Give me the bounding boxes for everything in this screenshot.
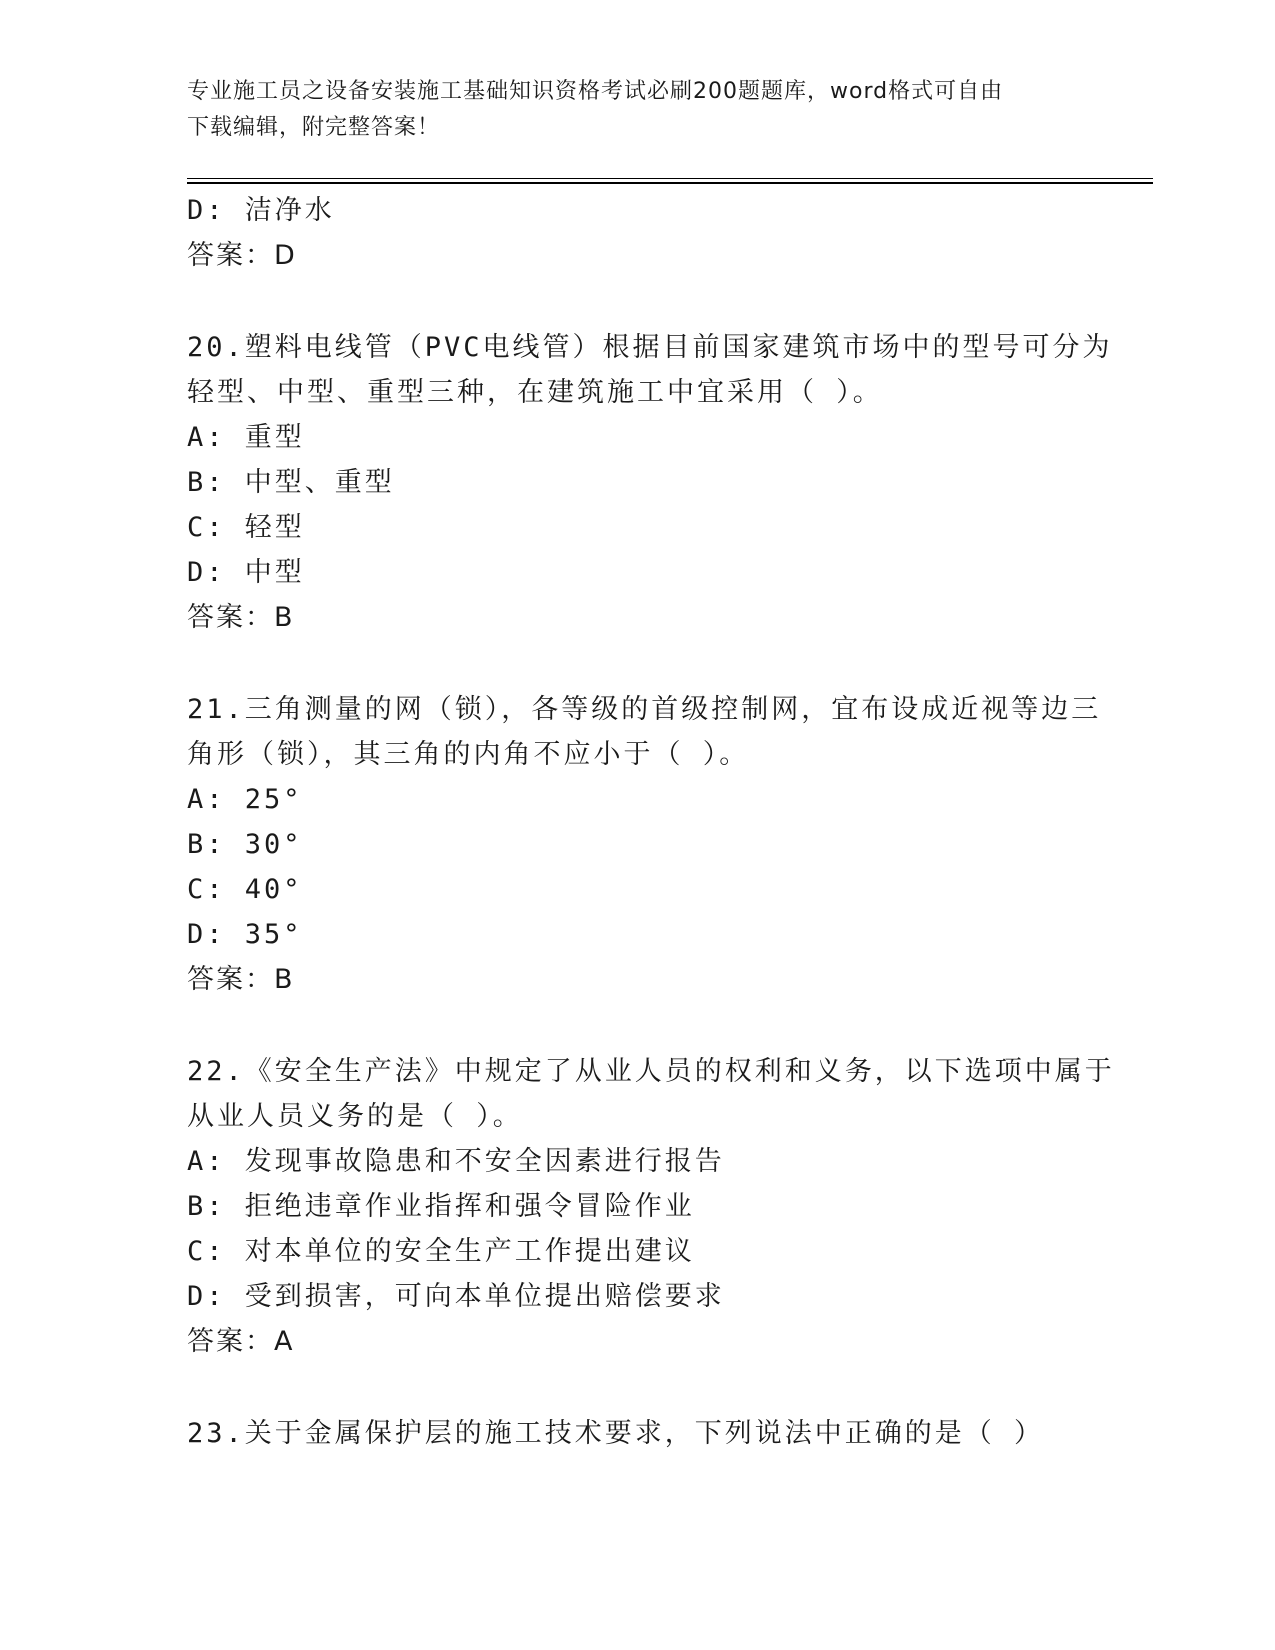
question-stem-line-2: 轻型、中型、重型三种，在建筑施工中宜采用（ ）。 bbox=[187, 377, 883, 408]
option-d: D: 中型 bbox=[187, 557, 305, 588]
question-20 bbox=[187, 325, 1113, 640]
answer: 答案：B bbox=[187, 964, 295, 995]
option-c: C: 40° bbox=[187, 874, 303, 905]
question-stem-line-1: 22.《安全生产法》中规定了从业人员的权利和义务，以下选项中属于 bbox=[187, 1056, 1115, 1087]
option-a: A: 25° bbox=[187, 784, 303, 815]
answer: 答案：B bbox=[187, 602, 295, 633]
option-a: A: 发现事故隐患和不安全因素进行报告 bbox=[187, 1146, 725, 1177]
question-21 bbox=[187, 687, 1102, 1002]
option-d: D: 洁净水 bbox=[187, 195, 335, 226]
header-line-1: 专业施工员之设备安装施工基础知识资格考试必刷200题题库，word格式可自由 bbox=[187, 79, 1004, 104]
option-d: D: 受到损害，可向本单位提出赔偿要求 bbox=[187, 1281, 725, 1312]
question-stem-line-1: 21.三角测量的网（锁），各等级的首级控制网，宜布设成近视等边三 bbox=[187, 694, 1102, 725]
option-a: A: 重型 bbox=[187, 422, 305, 453]
question-stem-line-2: 从业人员义务的是（ ）。 bbox=[187, 1101, 523, 1132]
option-b: B: 拒绝违章作业指挥和强令冒险作业 bbox=[187, 1191, 695, 1222]
option-d: D: 35° bbox=[187, 919, 303, 950]
question-stem-line-2: 角形（锁），其三角的内角不应小于（ ）。 bbox=[187, 739, 750, 770]
page-header bbox=[187, 74, 1087, 146]
option-b: B: 30° bbox=[187, 829, 303, 860]
question-23 bbox=[187, 1411, 1087, 1456]
header-rule-thin bbox=[187, 178, 1153, 179]
answer: 答案：D bbox=[187, 240, 297, 271]
option-b: B: 中型、重型 bbox=[187, 467, 395, 498]
option-c: C: 轻型 bbox=[187, 512, 305, 543]
question-stem-line-1: 23.关于金属保护层的施工技术要求，下列说法中正确的是（ ） bbox=[187, 1418, 1045, 1449]
document-body bbox=[187, 188, 1115, 1456]
header-line-2: 下载编辑，附完整答案！ bbox=[187, 115, 441, 140]
previous-question-tail bbox=[187, 188, 1087, 278]
question-22 bbox=[187, 1049, 1115, 1364]
answer: 答案：A bbox=[187, 1326, 295, 1357]
header-rule-thick bbox=[187, 182, 1153, 184]
question-stem-line-1: 20.塑料电线管（PVC电线管）根据目前国家建筑市场中的型号可分为 bbox=[187, 332, 1113, 363]
option-c: C: 对本单位的安全生产工作提出建议 bbox=[187, 1236, 695, 1267]
